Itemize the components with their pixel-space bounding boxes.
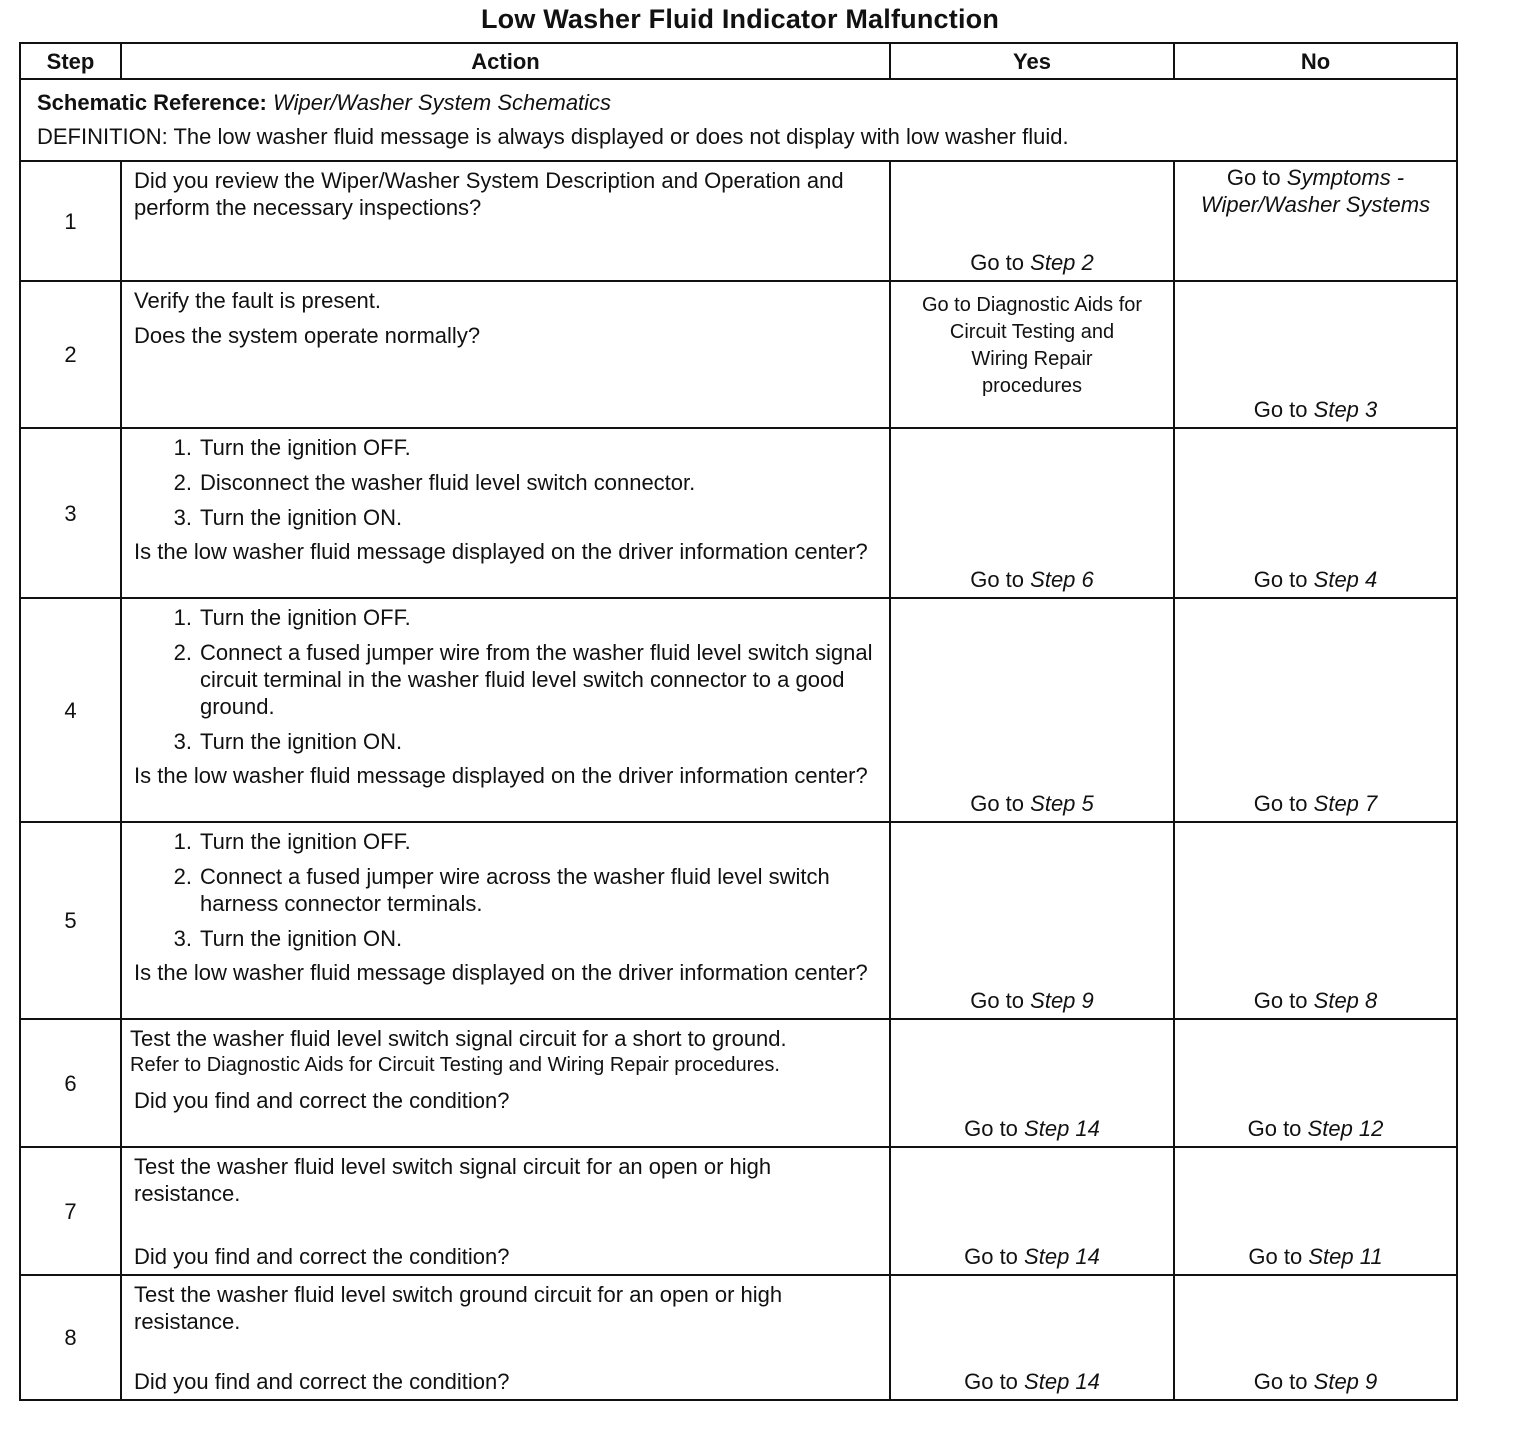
yes-link[interactable]: Step 5 bbox=[1030, 791, 1094, 816]
list-item: 1. Turn the ignition OFF. bbox=[173, 829, 411, 854]
yes-link[interactable]: Step 14 bbox=[1024, 1369, 1100, 1394]
header-action: Action bbox=[121, 43, 890, 79]
no-cell: Go to Step 8 bbox=[1174, 822, 1457, 1019]
instruction-list bbox=[134, 604, 879, 755]
yes-cell: Go to Step 5 bbox=[890, 598, 1174, 822]
question-text: Did you find and correct the condition? bbox=[134, 1244, 510, 1269]
table-row bbox=[20, 822, 1457, 1019]
yes-cell: Go to Step 14 bbox=[890, 1147, 1174, 1275]
question-text: Is the low washer fluid message displayed on the driver information center? bbox=[134, 960, 868, 985]
yes-link[interactable]: Step 2 bbox=[1030, 250, 1094, 275]
table-row bbox=[20, 161, 1457, 281]
list-item: 1. Turn the ignition OFF. bbox=[173, 435, 411, 460]
action-text: Did you review the Wiper/Washer System Description and Operation and perform the necessary inspections? bbox=[134, 168, 844, 220]
question-text: Did you find and correct the condition? bbox=[134, 1369, 510, 1394]
list-item: 3. Turn the ignition ON. bbox=[173, 729, 403, 754]
yes-link[interactable]: Step 14 bbox=[1024, 1244, 1100, 1269]
step-number: 1 bbox=[20, 161, 121, 281]
no-link[interactable]: Step 11 bbox=[1308, 1244, 1383, 1269]
header-yes: Yes bbox=[890, 43, 1174, 79]
no-link[interactable]: Step 12 bbox=[1307, 1116, 1384, 1141]
no-link[interactable]: Step 4 bbox=[1313, 567, 1378, 592]
instruction-list bbox=[134, 828, 879, 952]
step-number: 4 bbox=[20, 598, 121, 822]
no-cell: Go to Symptoms - Wiper/Washer Systems bbox=[1174, 161, 1457, 281]
no-link[interactable]: Step 7 bbox=[1313, 791, 1378, 816]
table-row bbox=[20, 598, 1457, 822]
schematic-reference-label: Schematic Reference: bbox=[37, 90, 267, 115]
no-link[interactable]: Step 9 bbox=[1313, 1369, 1378, 1394]
yes-link[interactable]: Step 9 bbox=[1030, 988, 1094, 1013]
no-cell: Go to Step 9 bbox=[1174, 1275, 1457, 1400]
question-text: Is the low washer fluid message displayed on the driver information center? bbox=[134, 539, 868, 564]
table-row bbox=[20, 428, 1457, 598]
question-text: Is the low washer fluid message displayed on the driver information center? bbox=[134, 763, 868, 788]
header-step: Step bbox=[20, 43, 121, 79]
table-row bbox=[20, 1275, 1457, 1400]
list-item: 1. Turn the ignition OFF. bbox=[173, 605, 411, 630]
action-text: Test the washer fluid level switch signal circuit for an open or high resistance. bbox=[134, 1154, 772, 1206]
table-row bbox=[20, 1147, 1457, 1275]
yes-cell: Go to Step 9 bbox=[890, 822, 1174, 1019]
list-item: 3. Turn the ignition ON. bbox=[173, 926, 403, 951]
diagnostic-table bbox=[19, 42, 1458, 1401]
definition-text: DEFINITION: The low washer fluid message is always displayed or does not display with low washer fluid. bbox=[37, 124, 1069, 149]
no-link[interactable]: Symptoms - Wiper/Washer Systems bbox=[1200, 165, 1431, 217]
instruction-list bbox=[134, 434, 879, 531]
list-item: 3. Turn the ignition ON. bbox=[173, 505, 403, 530]
action-text: Verify the fault is present. bbox=[134, 288, 382, 313]
question-text: Does the system operate normally? bbox=[134, 323, 481, 348]
step-number: 3 bbox=[20, 428, 121, 598]
table-row bbox=[20, 1019, 1457, 1147]
step-number: 8 bbox=[20, 1275, 121, 1400]
header-row bbox=[20, 43, 1457, 79]
schematic-reference-link[interactable]: Wiper/Washer System Schematics bbox=[273, 90, 612, 115]
yes-link[interactable]: Step 6 bbox=[1030, 567, 1094, 592]
action-text: Test the washer fluid level switch signal circuit for a short to ground. bbox=[130, 1026, 787, 1051]
yes-cell bbox=[890, 281, 1174, 428]
question-text: Did you find and correct the condition? bbox=[134, 1088, 510, 1113]
page-title: Low Washer Fluid Indicator Malfunction bbox=[480, 4, 1000, 34]
no-cell: Go to Step 12 bbox=[1174, 1019, 1457, 1147]
yes-link[interactable]: Step 14 bbox=[1024, 1116, 1100, 1141]
list-item: 2. Connect a fused jumper wire from the washer fluid level switch signal circuit terminal in the washer fluid level switch connector to a good ground. bbox=[173, 640, 873, 719]
header-no: No bbox=[1174, 43, 1457, 79]
no-link[interactable]: Step 3 bbox=[1313, 397, 1378, 422]
no-cell: Go to Step 4 bbox=[1174, 428, 1457, 598]
action-text: Test the washer fluid level switch ground circuit for an open or high resistance. bbox=[134, 1282, 783, 1334]
step-number: 5 bbox=[20, 822, 121, 1019]
table-row bbox=[20, 281, 1457, 428]
no-cell: Go to Step 11 bbox=[1174, 1147, 1457, 1275]
list-item: 2. Disconnect the washer fluid level switch connector. bbox=[173, 470, 696, 495]
yes-link[interactable]: Go to Diagnostic Aids for Circuit Testing and Wiring Repair procedures bbox=[921, 294, 1143, 397]
yes-cell: Go to Step 2 bbox=[890, 161, 1174, 281]
no-cell: Go to Step 7 bbox=[1174, 598, 1457, 822]
yes-cell: Go to Step 14 bbox=[890, 1275, 1174, 1400]
yes-cell: Go to Step 6 bbox=[890, 428, 1174, 598]
step-number: 2 bbox=[20, 281, 121, 428]
no-link[interactable]: Step 8 bbox=[1313, 988, 1378, 1013]
reference-row bbox=[20, 79, 1457, 161]
list-item: 2. Connect a fused jumper wire across the washer fluid level switch harness connector terminals. bbox=[173, 864, 830, 916]
step-number: 6 bbox=[20, 1019, 121, 1147]
no-cell: Go to Step 3 bbox=[1174, 281, 1457, 428]
action-note: Refer to Diagnostic Aids for Circuit Testing and Wiring Repair procedures. bbox=[130, 1054, 780, 1076]
step-number: 7 bbox=[20, 1147, 121, 1275]
yes-cell: Go to Step 14 bbox=[890, 1019, 1174, 1147]
